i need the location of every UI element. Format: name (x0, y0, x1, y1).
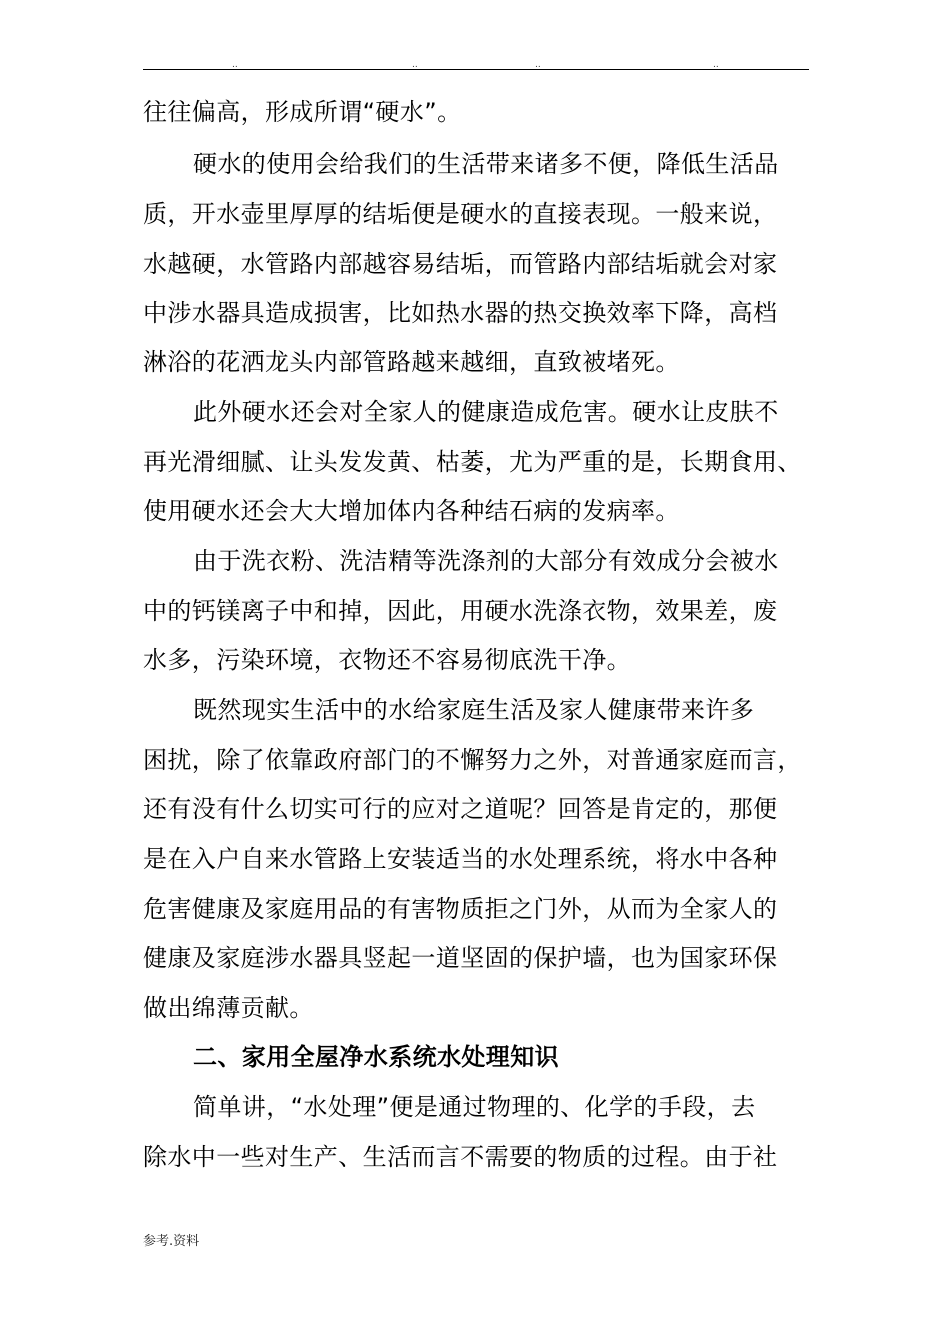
paragraph-line: 既然现实生活中的水给家庭生活及家人健康带来许多 (193, 696, 755, 724)
header-rule (143, 69, 809, 70)
paragraph-line: 简单讲，“水处理”便是通过物理的、化学的手段，去 (193, 1093, 756, 1121)
paragraph-line: 此外硬水还会对全家人的健康造成危害。硬水让皮肤不 (193, 398, 779, 426)
body-line: 水多，污染环境，衣物还不容易彻底洗干净。 (143, 646, 631, 674)
header-mark: .. (232, 60, 238, 70)
body-line: 质，开水壶里厚厚的结垢便是硬水的直接表现。一般来说， (143, 200, 778, 228)
body-line: 还有没有什么切实可行的应对之道呢？回答是肯定的，那便 (143, 795, 778, 823)
body-line: 淋浴的花洒龙头内部管路越来越细，直致被堵死。 (143, 348, 680, 376)
header-mark: .. (535, 60, 541, 70)
body-line: 困扰，除了依靠政府部门的不懈努力之外，对普通家庭而言， (143, 746, 802, 774)
section-heading: 二、家用全屋净水系统水处理知识 (193, 1043, 559, 1071)
paragraph-line: 硬水的使用会给我们的生活带来诸多不便，降低生活品 (193, 150, 779, 178)
body-line: 中的钙镁离子中和掉，因此，用硬水洗涤衣物，效果差，废 (143, 597, 778, 625)
body-line: 危害健康及家庭用品的有害物质拒之门外，从而为全家人的 (143, 895, 778, 923)
header-mark: .. (713, 60, 719, 70)
body-line: 除水中一些对生产、生活而言不需要的物质的过程。由于社 (143, 1143, 778, 1171)
body-line: 往往偏高，形成所谓“硬水”。 (143, 98, 462, 126)
body-line: 使用硬水还会大大增加体内各种结石病的发病率。 (143, 497, 680, 525)
body-line: 水越硬，水管路内部越容易结垢，而管路内部结垢就会对家 (143, 250, 778, 278)
body-line: 做出绵薄贡献。 (143, 994, 314, 1022)
body-line: 中涉水器具造成损害，比如热水器的热交换效率下降，高档 (143, 299, 778, 327)
body-line: 是在入户自来水管路上安装适当的水处理系统，将水中各种 (143, 845, 778, 873)
body-line: 健康及家庭涉水器具竖起一道坚固的保护墙，也为国家环保 (143, 944, 778, 972)
header-mark: .. (412, 60, 418, 70)
body-line: 再光滑细腻、让头发发黄、枯萎，尤为严重的是，长期食用、 (143, 448, 802, 476)
paragraph-line: 由于洗衣粉、洗洁精等洗涤剂的大部分有效成分会被水 (193, 547, 779, 575)
page-footer: 参考.资料 (143, 1234, 200, 1249)
